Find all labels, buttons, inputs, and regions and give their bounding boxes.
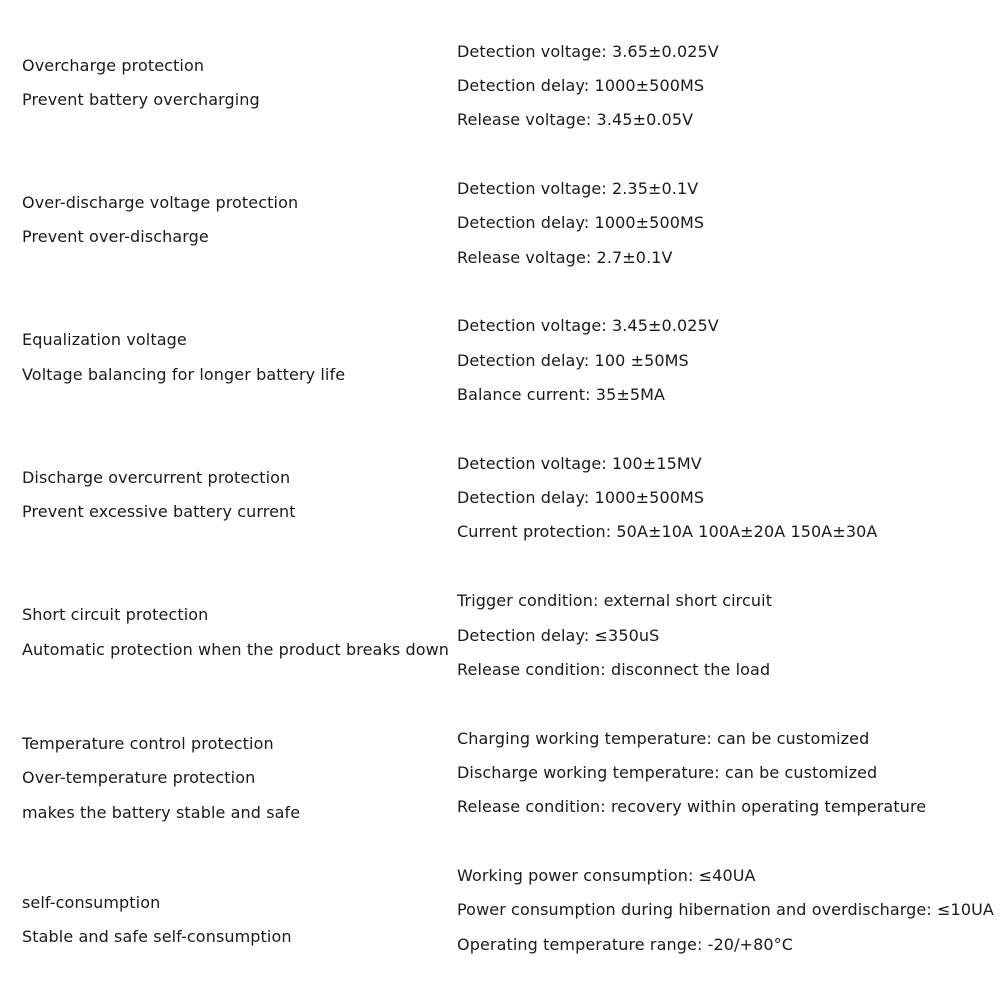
- spec-row-short-circuit: [0, 591, 1000, 701]
- feature-subtitle: Prevent over-discharge: [22, 227, 209, 246]
- spec-line: Power consumption during hibernation and overdischarge: ≤10UA: [457, 900, 994, 919]
- spec-line: Detection delay: 1000±500MS: [457, 76, 705, 95]
- spec-line: Detection voltage: 100±15MV: [457, 454, 702, 473]
- spec-line: Detection delay: 1000±500MS: [457, 213, 705, 232]
- spec-line: Operating temperature range: -20/+80°C: [457, 935, 793, 954]
- feature-subtitle: Prevent battery overcharging: [22, 90, 260, 109]
- spec-line: Release voltage: 2.7±0.1V: [457, 248, 673, 267]
- feature-title: Short circuit protection: [22, 605, 209, 624]
- feature-title: Over-discharge voltage protection: [22, 193, 299, 212]
- spec-line: Working power consumption: ≤40UA: [457, 866, 756, 885]
- spec-line: Detection delay: 1000±500MS: [457, 488, 705, 507]
- spec-row-overcharge: [0, 42, 1000, 152]
- spec-line: Discharge working temperature: can be customized: [457, 763, 878, 782]
- spec-line: Charging working temperature: can be customized: [457, 729, 870, 748]
- feature-title: Discharge overcurrent protection: [22, 468, 291, 487]
- feature-subtitle: Voltage balancing for longer battery life: [22, 365, 346, 384]
- spec-line: Detection delay: ≤350uS: [457, 626, 660, 645]
- spec-line: Release condition: recovery within operating temperature: [457, 797, 927, 816]
- feature-subtitle: Prevent excessive battery current: [22, 502, 296, 521]
- feature-title: Equalization voltage: [22, 330, 187, 349]
- spec-line: Detection voltage: 3.65±0.025V: [457, 42, 719, 61]
- spec-line: Current protection: 50A±10A 100A±20A 150A±30A: [457, 522, 878, 541]
- spec-row-temperature-control: [0, 729, 1000, 839]
- spec-row-equalization: [0, 316, 1000, 426]
- feature-title: self-consumption: [22, 893, 161, 912]
- spec-row-self-consumption: [0, 866, 1000, 976]
- spec-line: Detection delay: 100 ±50MS: [457, 351, 689, 370]
- feature-title: Temperature control protection: [22, 734, 274, 753]
- spec-line: Detection voltage: 3.45±0.025V: [457, 316, 719, 335]
- feature-title: Overcharge protection: [22, 56, 205, 75]
- spec-line: Trigger condition: external short circuit: [457, 591, 773, 610]
- feature-subtitle: makes the battery stable and safe: [22, 803, 301, 822]
- feature-subtitle: Over-temperature protection: [22, 768, 256, 787]
- feature-subtitle: Stable and safe self-consumption: [22, 927, 292, 946]
- spec-row-discharge-overcurrent: [0, 454, 1000, 564]
- spec-row-over-discharge: [0, 179, 1000, 289]
- spec-line: Balance current: 35±5MA: [457, 385, 666, 404]
- spec-line: Release condition: disconnect the load: [457, 660, 771, 679]
- spec-line: Detection voltage: 2.35±0.1V: [457, 179, 699, 198]
- feature-subtitle: Automatic protection when the product breaks down: [22, 640, 450, 659]
- spec-line: Release voltage: 3.45±0.05V: [457, 110, 694, 129]
